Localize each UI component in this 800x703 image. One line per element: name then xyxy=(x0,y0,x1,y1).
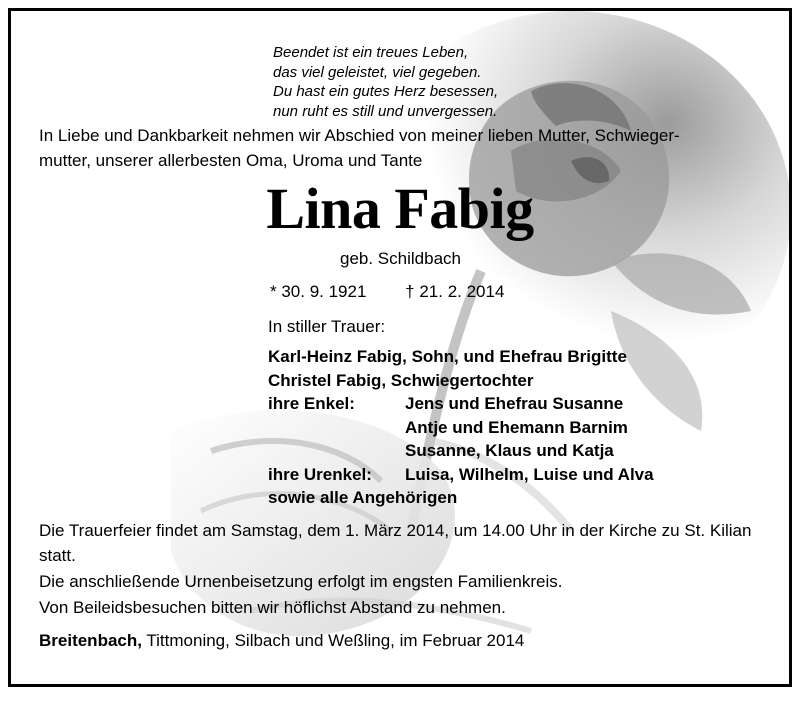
great-grandchildren-entry: Luisa, Wilhelm, Luise und Alva xyxy=(405,464,654,484)
deceased-name: Lina Fabig xyxy=(266,176,534,241)
great-grandchildren-label: ihre Urenkel: xyxy=(268,464,372,484)
notice-funeral: Die Trauerfeier findet am Samstag, dem 1. März 2014, um 14.00 Uhr in der Kirche zu St. Kilian statt. xyxy=(39,521,752,565)
maiden-name: geb. Schildbach xyxy=(340,249,461,268)
poem-line: das viel geleistet, viel gegeben. xyxy=(273,63,482,81)
mourner-line: Karl-Heinz Fabig, Sohn, und Ehefrau Brigitte xyxy=(268,347,627,366)
great-grandchildren-row xyxy=(268,463,654,487)
mourner-line: Christel Fabig, Schwiegertochter xyxy=(268,370,534,390)
grandchild-entry: Jens und Ehefrau Susanne xyxy=(405,394,624,413)
obituary-content xyxy=(11,11,789,684)
grandchild-entry: Antje und Ehemann Barnim xyxy=(405,417,628,437)
intro-line: mutter, unserer allerbesten Oma, Uroma und Tante xyxy=(39,151,423,170)
life-dates xyxy=(270,282,504,302)
place-and-date xyxy=(39,631,524,651)
grandchild-entry: Susanne, Klaus und Katja xyxy=(405,441,614,460)
intro-line: In Liebe und Dankbarkeit nehmen wir Abschied von meiner lieben Mutter, Schwieger- xyxy=(39,126,680,145)
mourner-closing: sowie alle Angehörigen xyxy=(268,488,458,507)
birth-date: * 30. 9. 1921 xyxy=(270,282,367,301)
poem xyxy=(273,43,498,121)
death-date: † 21. 2. 2014 xyxy=(405,282,505,301)
notice-condolence: Von Beileidsbesuchen bitten wir höflichst Abstand zu nehmen. xyxy=(39,598,506,617)
grandchildren-label: ihre Enkel: xyxy=(268,394,355,413)
place-rest: Tittmoning, Silbach und Weßling, im Februar 2014 xyxy=(141,631,525,650)
mourners-heading: In stiller Trauer: xyxy=(268,317,386,336)
place-town: Breitenbach, xyxy=(39,631,142,650)
poem-line: Du hast ein gutes Herz besessen, xyxy=(273,83,499,100)
grandchildren-row xyxy=(268,392,654,416)
intro-text xyxy=(39,123,779,173)
poem-line: Beendet ist ein treues Leben, xyxy=(273,44,469,61)
service-notices xyxy=(39,518,779,620)
poem-line: nun ruht es still und unvergessen. xyxy=(273,102,498,120)
notice-burial: Die anschließende Urnenbeisetzung erfolgt im engsten Familienkreis. xyxy=(39,572,563,591)
mourners-list xyxy=(268,345,654,510)
obituary-card xyxy=(8,8,792,687)
